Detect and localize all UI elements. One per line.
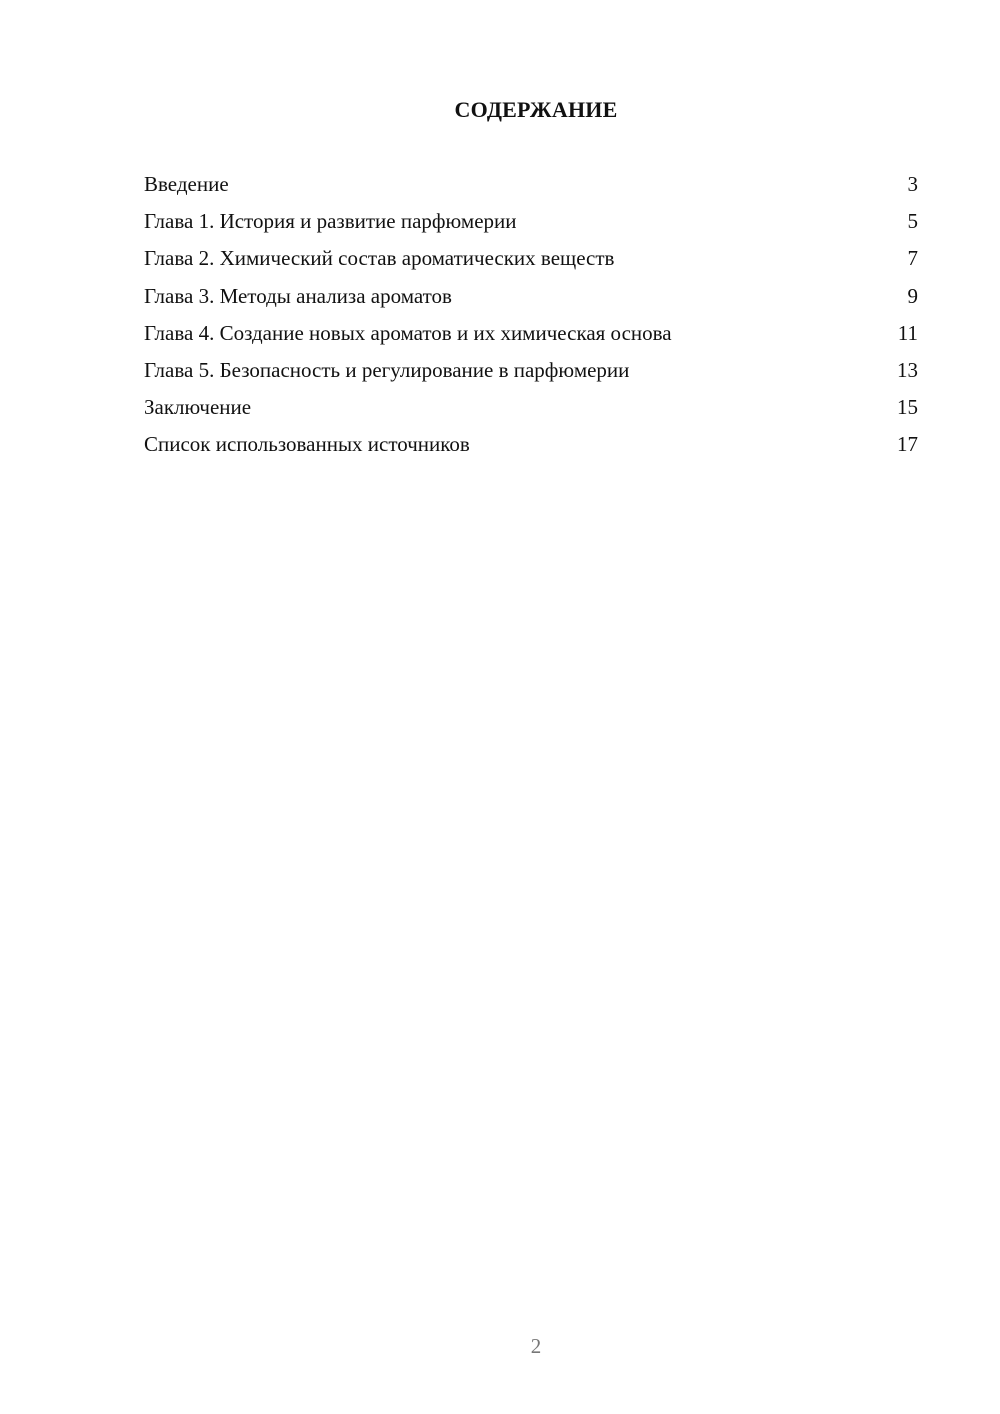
toc-entry-chapter-2 — [144, 240, 918, 277]
toc-entry-conclusion — [144, 389, 918, 426]
toc-entry-label: Глава 5. Безопасность и регулирование в парфюмерии — [144, 357, 630, 382]
toc-entry-page: 13 — [897, 357, 918, 382]
toc-entry-label: Глава 3. Методы анализа ароматов — [144, 283, 452, 308]
toc-entry-page: 17 — [897, 432, 918, 457]
toc-entry-chapter-4 — [144, 315, 918, 352]
toc-entry-label: Глава 4. Создание новых ароматов и их химическая основа — [144, 320, 672, 345]
page-number: 2 — [530, 1334, 542, 1358]
toc-entry-references — [144, 426, 918, 463]
toc-entry-chapter-1 — [144, 203, 918, 240]
toc-entry-introduction — [144, 166, 918, 203]
table-of-contents — [144, 166, 918, 464]
toc-entry-page: 7 — [907, 246, 918, 271]
toc-entry-label: Глава 1. История и развитие парфюмерии — [144, 209, 517, 234]
toc-entry-label: Список использованных источников — [144, 432, 470, 457]
toc-entry-page: 15 — [897, 395, 918, 420]
toc-entry-page: 11 — [897, 320, 918, 345]
toc-entry-label: Заключение — [144, 395, 252, 420]
toc-entry-chapter-5 — [144, 352, 918, 389]
toc-entry-label: Введение — [144, 172, 229, 196]
toc-title: СОДЕРЖАНИЕ — [454, 97, 618, 122]
toc-entry-page: 9 — [907, 283, 918, 308]
toc-entry-label: Глава 2. Химический состав ароматических веществ — [144, 246, 615, 271]
toc-entry-chapter-3 — [144, 278, 918, 315]
toc-entry-page: 5 — [907, 209, 918, 234]
toc-entry-page: 3 — [907, 172, 918, 196]
